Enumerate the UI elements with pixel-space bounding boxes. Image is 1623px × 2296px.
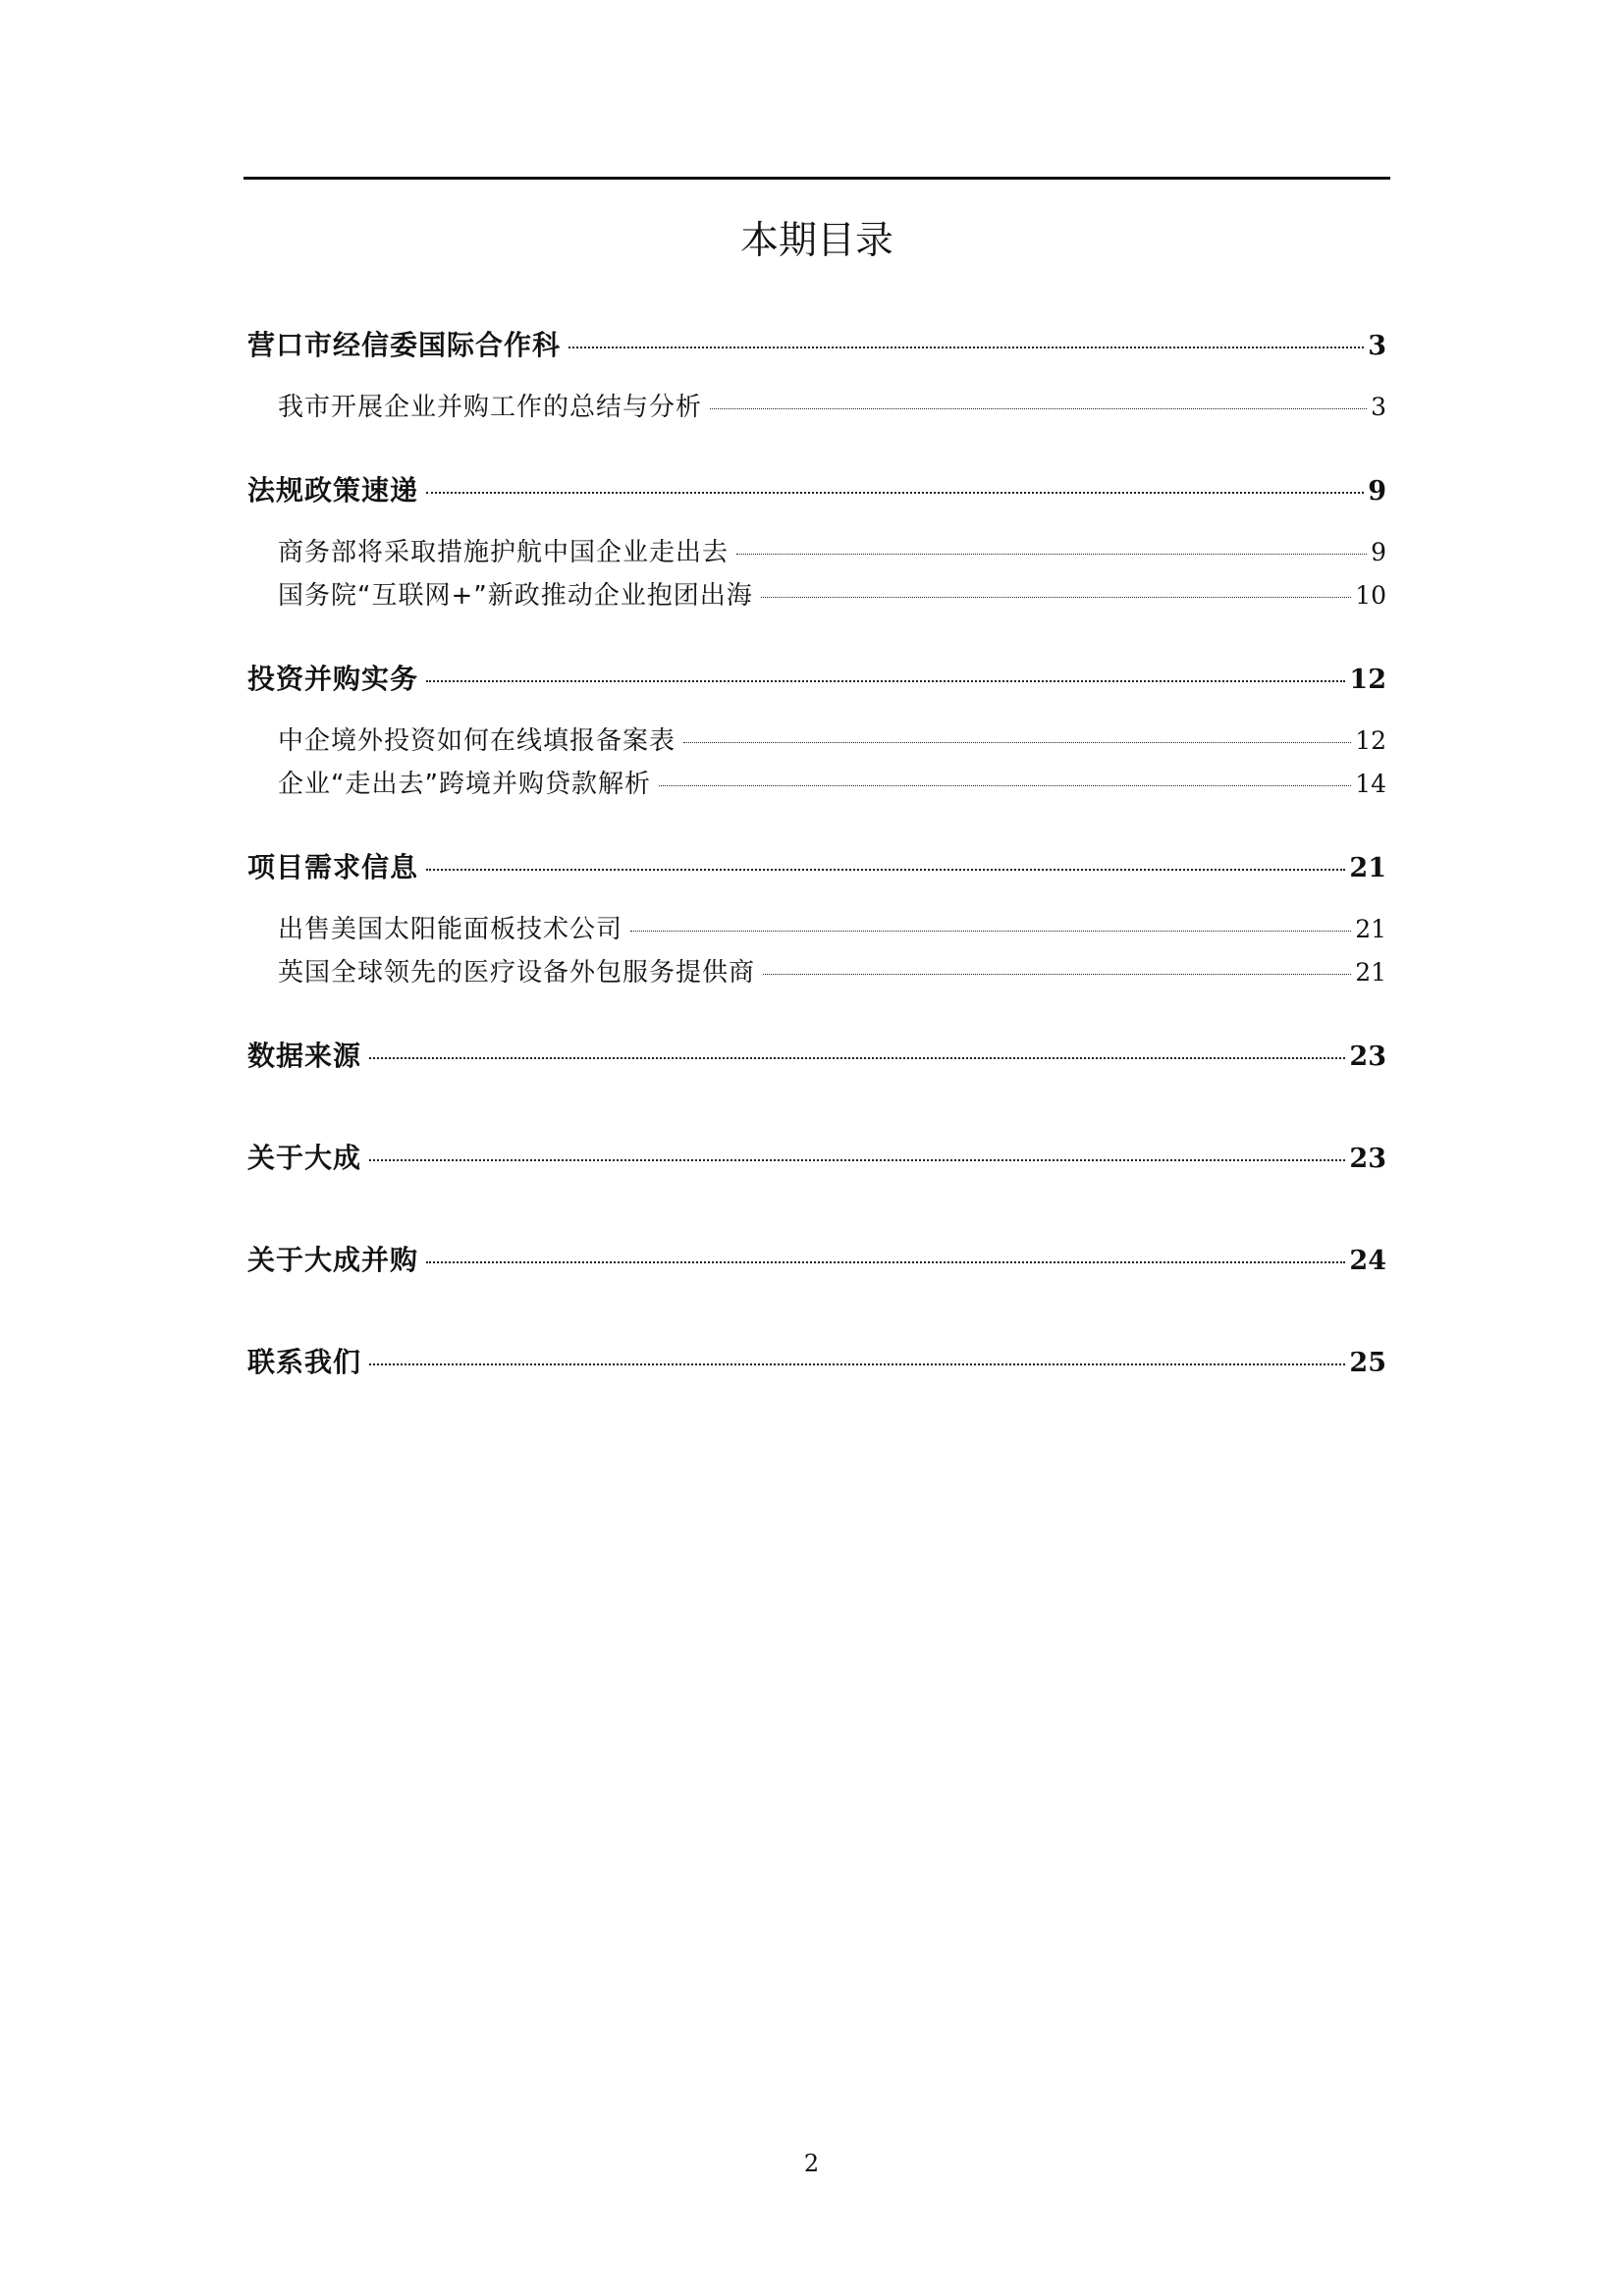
toc-dot-leader [710,408,1367,409]
toc-entry-label: 商务部将采取措施护航中国企业走出去 [278,538,730,567]
toc-entry-page: 3 [1368,331,1386,361]
toc-entry-page: 21 [1355,915,1386,943]
toc-entry-article[interactable] [278,575,1386,620]
toc-entry-label: 关于大成 [247,1142,362,1174]
page-number: 2 [803,2150,820,2177]
toc-entry-label: 法规政策速递 [247,474,419,507]
toc-dot-leader [426,492,1364,494]
toc-entry-page: 10 [1355,581,1386,610]
toc-entry-page: 12 [1355,726,1386,755]
toc-entry-article[interactable] [278,387,1386,432]
toc-dot-leader [369,1363,1345,1365]
toc-entry-article[interactable] [278,764,1386,809]
toc-entry-article[interactable] [278,532,1386,577]
toc-entry-label: 出售美国太阳能面板技术公司 [278,915,623,944]
toc-entry-label: 联系我们 [247,1346,362,1378]
toc-entry-label: 国务院“互联网+”新政推动企业抱团出海 [278,581,753,611]
toc-entry-label: 项目需求信息 [247,851,419,883]
toc-entry-article[interactable] [278,952,1386,997]
toc-entry-section[interactable] [247,324,1386,369]
toc-entry-page: 21 [1355,958,1386,987]
toc-entry-page: 9 [1371,538,1386,566]
toc-entry-page: 25 [1349,1348,1386,1378]
toc-entry-label: 企业“走出去”跨境并购贷款解析 [278,770,651,799]
toc-entry-label: 关于大成并购 [247,1244,419,1276]
toc-entry-section[interactable] [247,658,1386,703]
toc-entry-section[interactable] [247,469,1386,514]
toc-entry-page: 23 [1349,1041,1386,1072]
toc-entry-label: 数据来源 [247,1040,362,1072]
toc-entry-section[interactable] [247,1341,1386,1386]
toc-entry-label: 中企境外投资如何在线填报备案表 [278,726,676,756]
toc-dot-leader [763,974,1351,975]
toc-entry-page: 14 [1355,770,1386,798]
toc-entry-section[interactable] [247,1035,1386,1080]
toc-entry-page: 3 [1371,393,1386,421]
toc-entry-article[interactable] [278,909,1386,954]
toc-entry-page: 23 [1349,1144,1386,1174]
toc-entry-page: 9 [1368,476,1386,507]
toc-dot-leader [426,869,1345,871]
toc-entry-label: 我市开展企业并购工作的总结与分析 [278,393,703,422]
toc-entry-label: 营口市经信委国际合作科 [247,329,562,361]
toc-entry-label: 英国全球领先的医疗设备外包服务提供商 [278,958,756,988]
toc-entry-section[interactable] [247,846,1386,891]
toc-dot-leader [369,1057,1345,1059]
toc-entry-section[interactable] [247,1239,1386,1284]
toc-dot-leader [426,1261,1345,1263]
toc-dot-leader [369,1159,1345,1161]
toc-dot-leader [568,347,1364,348]
page-title: 本期目录 [739,219,893,263]
toc-entry-page: 24 [1349,1246,1386,1276]
toc-entry-page: 12 [1349,665,1386,695]
toc-dot-leader [659,785,1351,786]
toc-dot-leader [683,742,1351,743]
toc-entry-label: 投资并购实务 [247,663,419,695]
toc-dot-leader [630,931,1351,932]
toc-entry-section[interactable] [247,1137,1386,1182]
toc-dot-leader [761,597,1351,598]
toc-entry-page: 21 [1349,853,1386,883]
toc-dot-leader [426,680,1345,682]
toc-entry-article[interactable] [278,721,1386,766]
toc-dot-leader [736,554,1367,555]
